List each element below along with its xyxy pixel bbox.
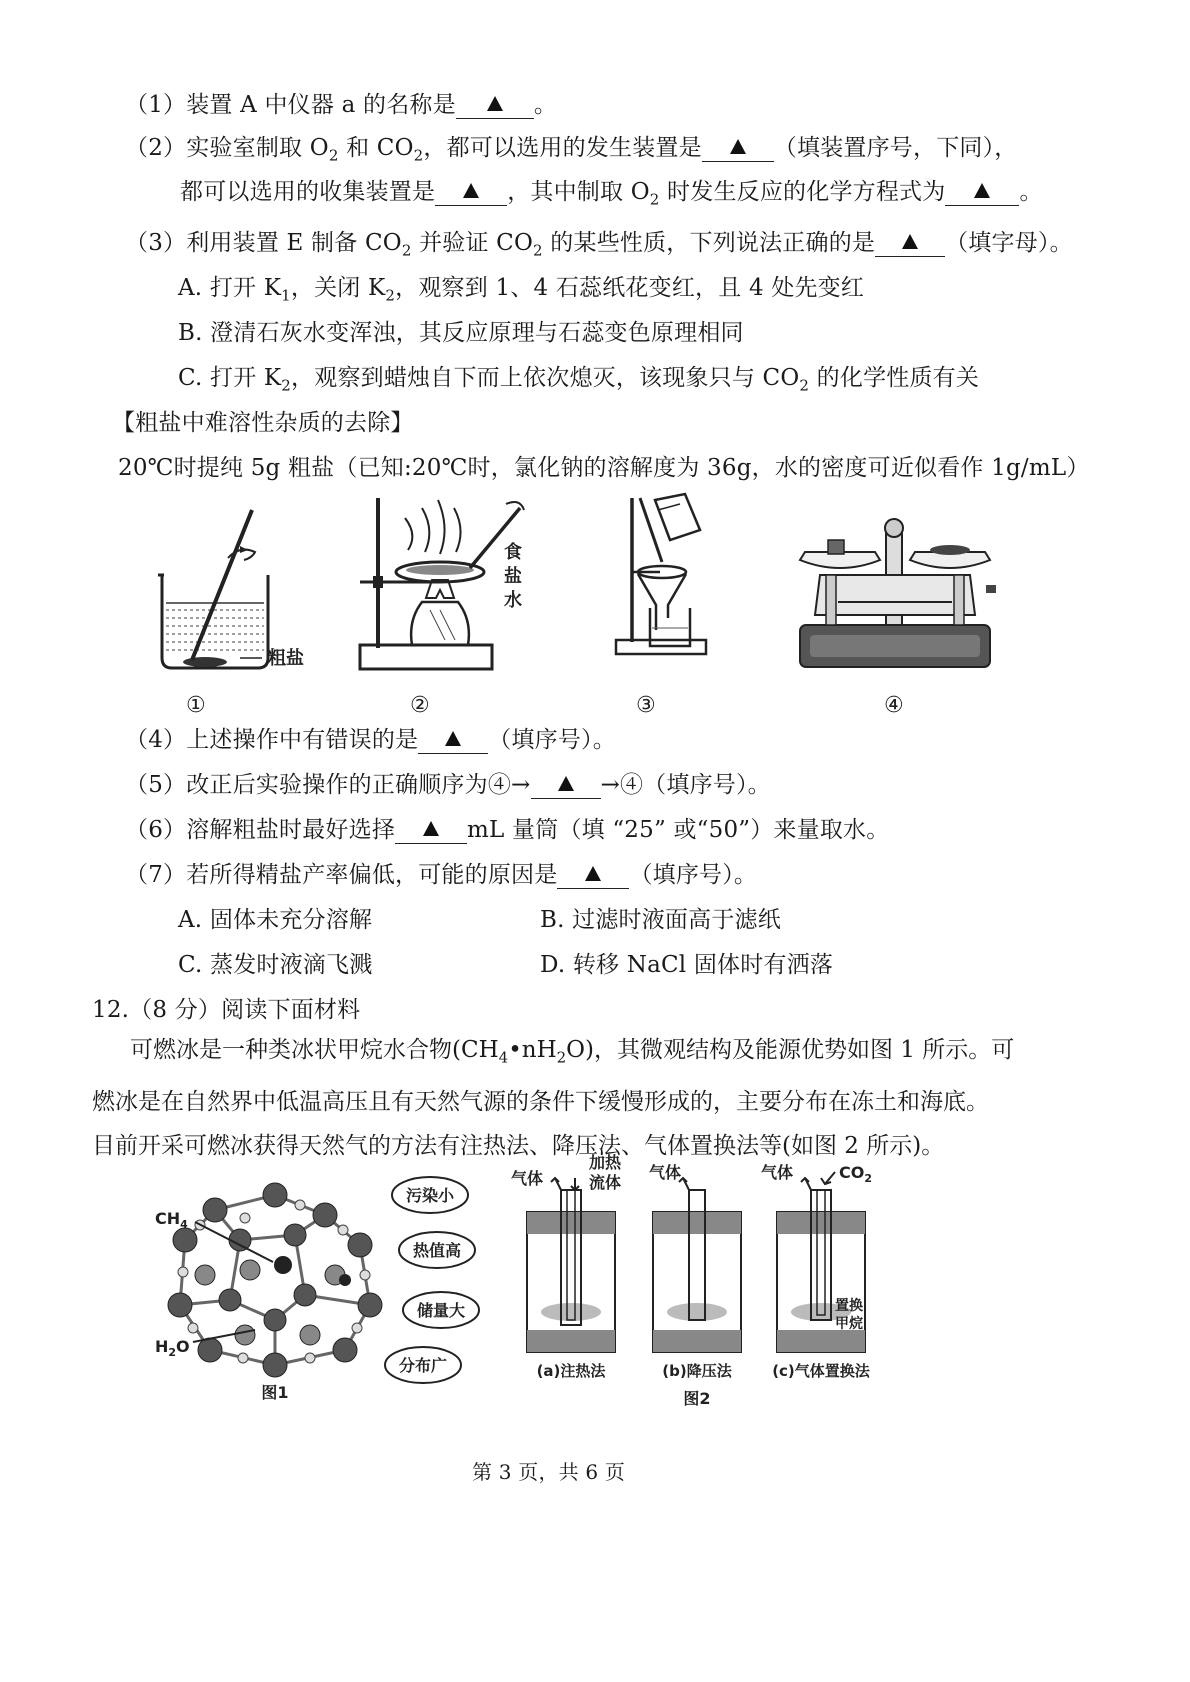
question-4: （4）上述操作中有错误的是 （填序号）。 [125,727,616,753]
question-5: （5）改正后实验操作的正确顺序为④→ →④（填序号）。 [125,772,771,798]
label-op-2: ② [410,693,430,718]
method-heat-injection [527,1178,615,1352]
q3-option-a: A. 打开 $K_1$，关闭 $K_2$，观察到 1、4 石蕊纸花变红，且 4 处先变红 [178,275,865,305]
badge-low-pollution [392,1177,468,1213]
q7-option-d: D. 转移 NaCl 固体时有洒落 [540,952,834,978]
answer-blank[interactable] [435,179,507,206]
question-2-line2: 都可以选用的收集装置是 ，其中制取 $O_2$ 时发生反应的化学方程式为 。 [180,179,1043,209]
question-6: （6）溶解粗盐时最好选择 mL 量筒（填 “25” 或“50”）来量取水。 [125,817,890,843]
figure-2-caption: 图2 [683,1389,711,1408]
triangle-icon [487,96,503,111]
svg-text:置换: 置换 [835,1298,863,1314]
svg-text:流体: 流体 [589,1173,622,1192]
triangle-icon [445,731,461,746]
triangle-icon [423,821,439,836]
label-op-4: ④ [884,693,904,718]
svg-text:食: 食 [504,542,522,563]
question-3: （3）利用装置 E 制备 $CO_2$ 并验证 $CO_2$ 的某些性质，下列说法正确的是 （填字母）。 [125,230,1073,260]
q3-option-b: B. 澄清石灰水变浑浊，其反应原理与石蕊变色原理相同 [178,320,744,346]
triangle-icon [585,866,601,881]
beaker-dissolve-figure [158,510,268,668]
badge-wide-distribution [385,1347,461,1383]
svg-text:甲烷: 甲烷 [835,1316,863,1332]
answer-blank[interactable] [395,817,467,844]
evaporation-figure [360,498,524,669]
answer-blank[interactable] [702,135,774,162]
question-7: （7）若所得精盐产率偏低，可能的原因是 （填序号）。 [125,862,758,888]
answer-blank[interactable] [531,772,601,799]
svg-text:气体: 气体 [649,1163,682,1182]
apparatus-figures [140,490,1020,720]
triangle-icon [730,139,746,154]
question-12-title: 12.（8 分）阅读下面材料 [92,997,361,1023]
answer-blank[interactable] [418,727,488,754]
filtration-figure [616,494,706,654]
answer-blank[interactable] [945,179,1019,206]
badge-high-heat [399,1232,475,1268]
svg-text:热值高: 热值高 [412,1241,462,1260]
svg-text:气体: 气体 [761,1163,794,1182]
svg-text:CH4: $CH_4$ [155,1209,188,1231]
q7-option-b: B. 过滤时液面高于滤纸 [540,907,781,933]
intro-text: 20℃时提纯 5g 粗盐（已知:20℃时，氯化钠的溶解度为 36g，水的密度可近似看作 1g/mL） [118,455,1090,481]
section-title: 【粗盐中难溶性杂质的去除】 [112,410,414,436]
svg-text:储量大: 储量大 [416,1301,466,1320]
method-depressurization [653,1178,741,1352]
triangle-icon [558,776,574,791]
q7-option-c: C. 蒸发时液滴飞溅 [178,952,373,978]
passage-line-3: 目前开采可燃冰获得天然气的方法有注热法、降压法、气体置换法等(如图 2 所示)。 [92,1132,945,1159]
label-crude-salt: 粗盐 [268,648,304,669]
triangle-icon [463,183,479,198]
question-2-line1: （2）实验室制取 $O_2$ 和 $CO_2$，都可以选用的发生装置是 （填装置序号，下同）， [125,135,1018,165]
svg-text:气体: 气体 [511,1169,544,1188]
caption-a: (a)注热法 [536,1362,606,1380]
label-op-3: ③ [636,693,656,718]
figure-1-clathrate [145,1170,495,1410]
svg-text:CO2: $CO_2$ [839,1163,872,1185]
caption-b: (b)降压法 [662,1362,732,1380]
answer-blank[interactable] [875,230,945,257]
passage-line-1: 可燃冰是一种类冰状甲烷水合物$(CH_4•nH_2O)$，其微观结构及能源优势如图 1 所示。可 [130,1037,1015,1067]
svg-text:盐: 盐 [504,566,522,587]
q3-option-c: C. 打开 $K_2$，观察到蜡烛自下而上依次熄灭，该现象只与 $CO_2$ 的化学性质有关 [178,365,980,395]
passage [92,1028,1032,1168]
label-op-1: ① [186,693,206,718]
triangle-icon [974,183,990,198]
page-footer: 第 3 页，共 6 页 [472,1460,626,1484]
answer-blank[interactable] [557,862,629,889]
figure-2-extraction-methods [505,1150,905,1420]
triangle-icon [902,234,918,249]
figure-1-caption: 图1 [261,1383,289,1402]
answer-blank[interactable] [456,92,534,119]
badge-large-reserve [403,1292,479,1328]
passage-line-2: 燃冰是在自然界中低温高压且有天然气源的条件下缓慢形成的，主要分布在冻土和海底。 [92,1088,989,1115]
question-1: （1）装置 A 中仪器 a 的名称是 。 [125,92,558,118]
q7-option-a: A. 固体未充分溶解 [178,907,373,933]
svg-text:H2O: $H_2O$ [155,1337,190,1359]
svg-text:水: 水 [504,590,522,611]
svg-text:分布广: 分布广 [398,1356,448,1375]
svg-text:污染小: 污染小 [405,1186,455,1205]
balance-figure [800,519,996,667]
svg-text:加热: 加热 [589,1153,622,1172]
q1-text: （1）装置 A 中仪器 a 的名称是 [125,92,456,118]
caption-c: (c)气体置换法 [772,1362,870,1380]
